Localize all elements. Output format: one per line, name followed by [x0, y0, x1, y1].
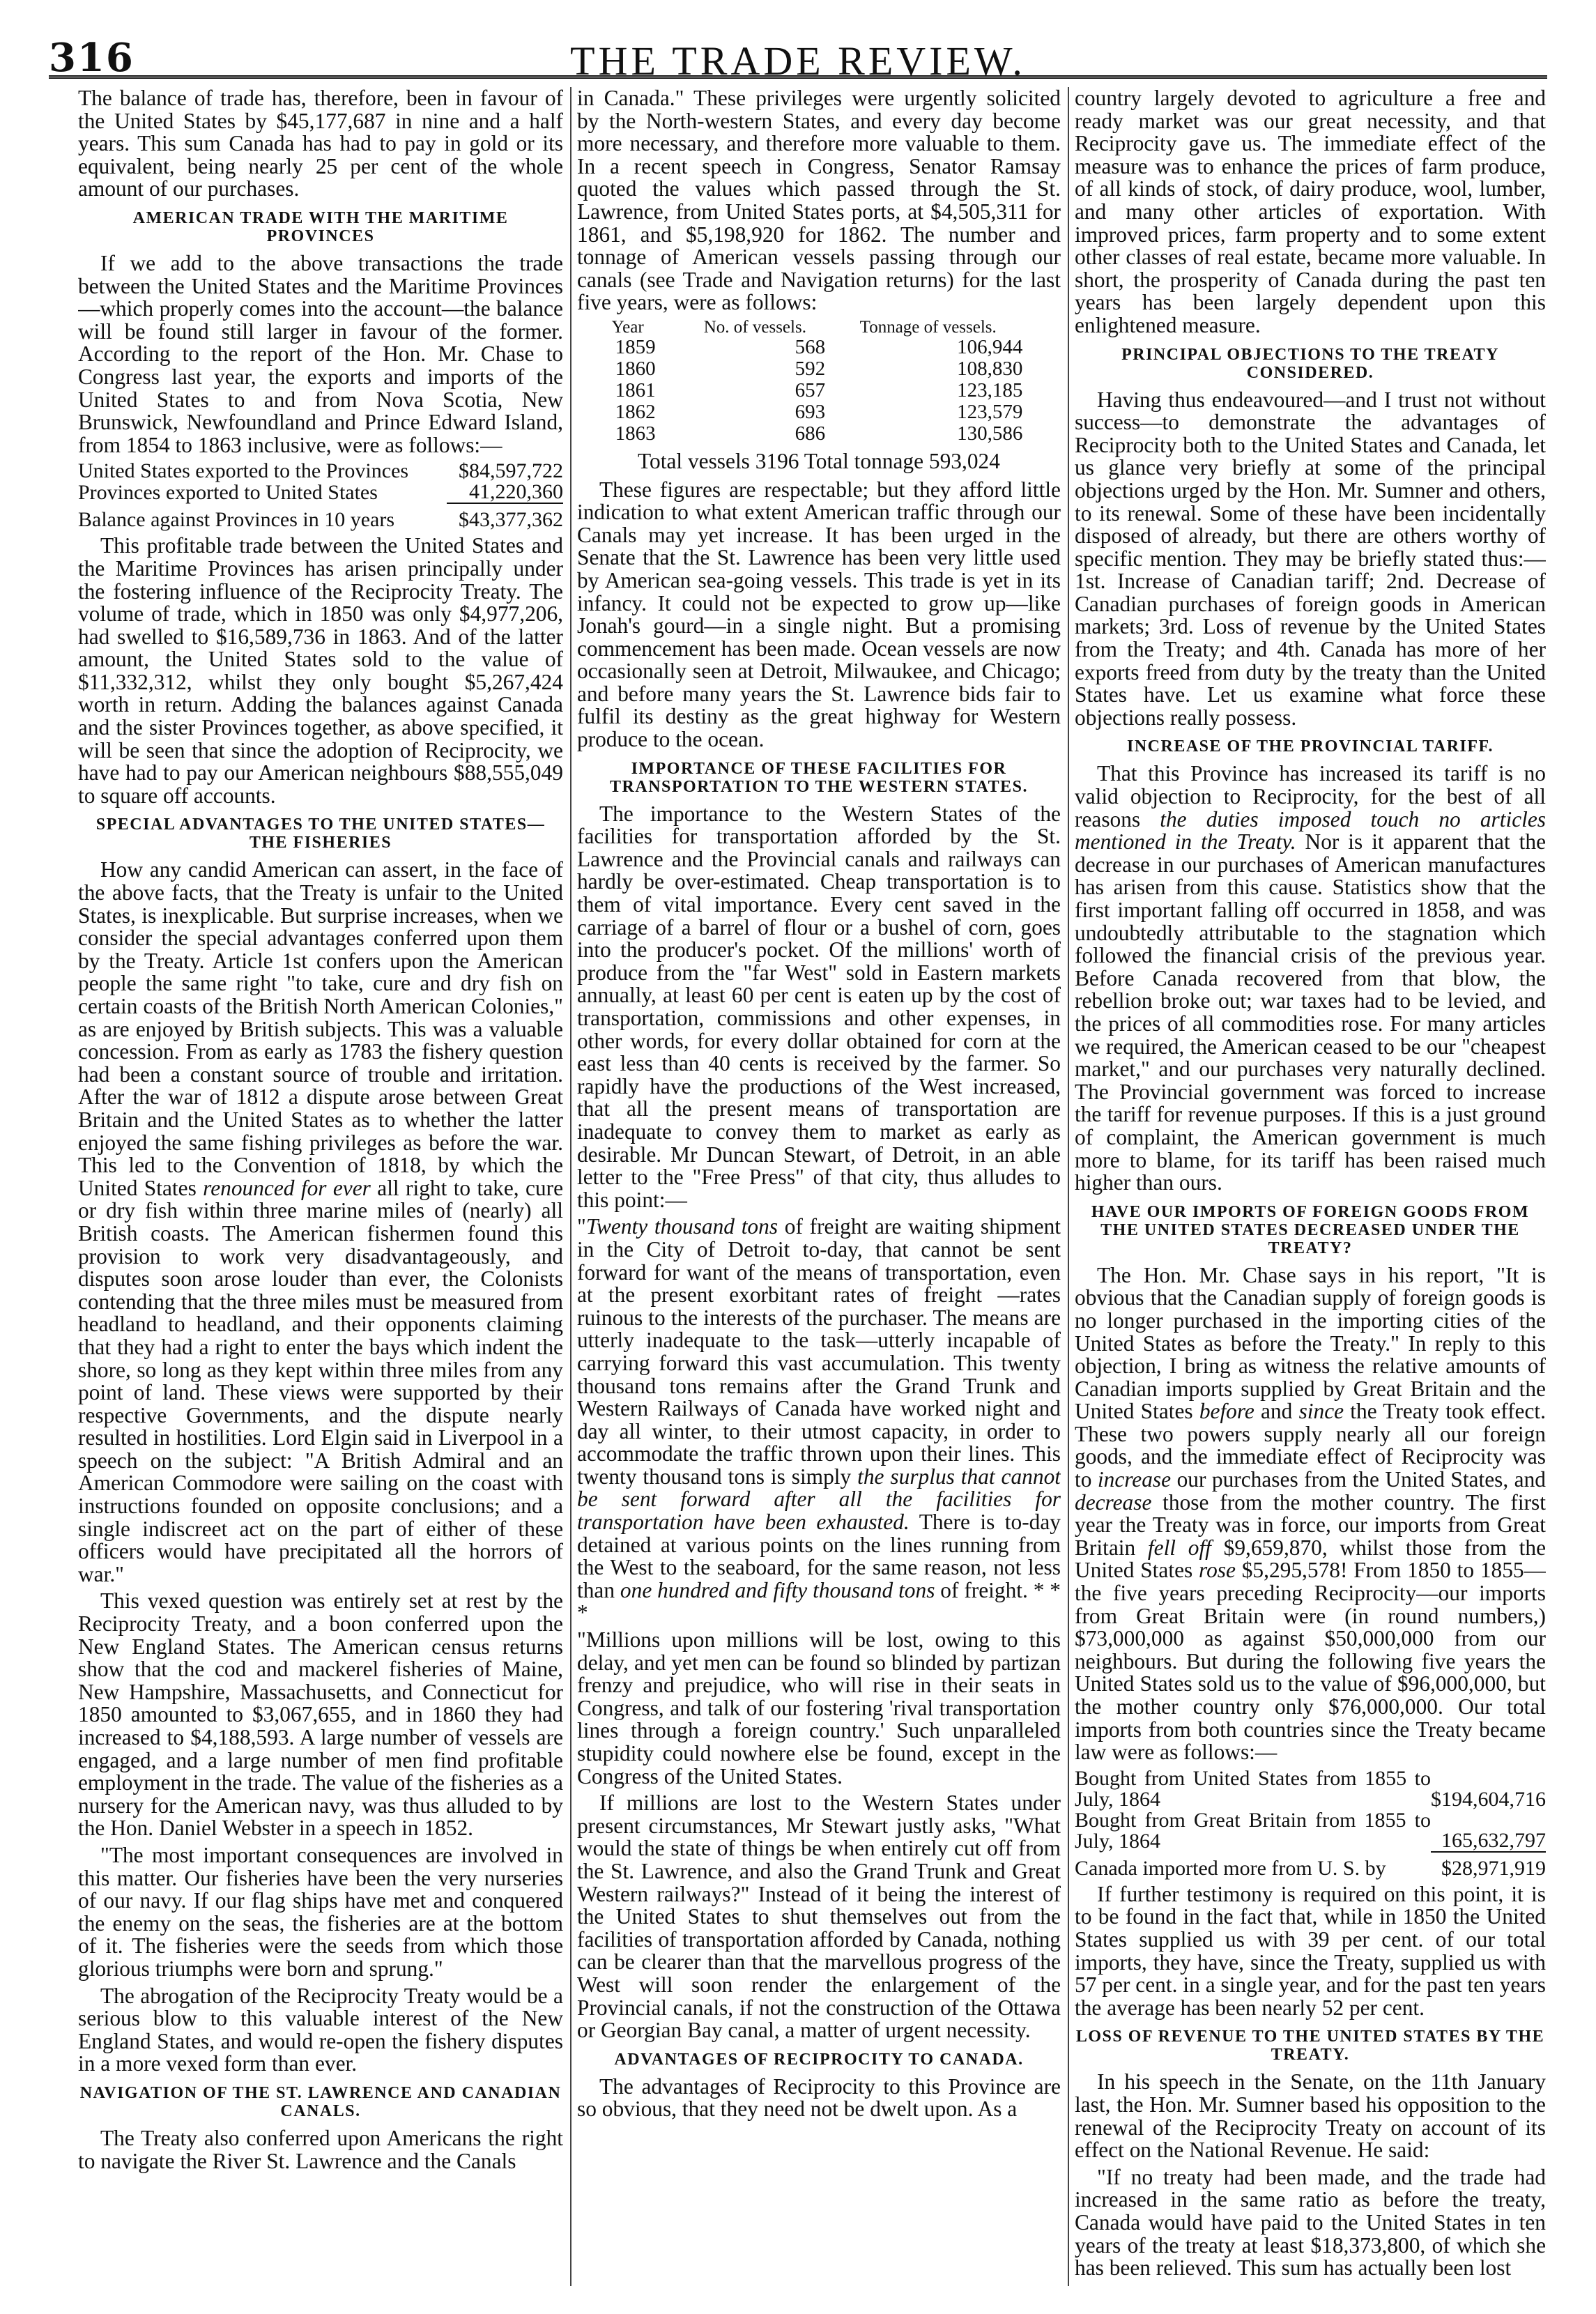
section-heading: SPECIAL ADVANTAGES TO THE UNITED STATES—THE FISHERIES — [95, 815, 546, 852]
section-heading: NAVIGATION OF THE ST. LAWRENCE AND CANADIAN CANALS. — [79, 2083, 562, 2120]
paragraph: How any candid American can assert, in the face of the above facts, that the Treaty is unfair to the United States, is inexplicable. But surprise increases, when we consider the special advantages conferred upon them by the Treaty. Article 1st confers upon the American people the same right "to take, cure and dry fish on certain coasts of the British North American Colonies," as are enjoyed by British subjects. This was a valuable concession. From as early as 1783 the fishery question had been a constant source of trouble and irritation. After the war of 1812 a dispute arose between Great Britain and the United States as to whether the latter enjoyed the same fishing privileges as before the war. This led to the Convention of 1818, by which the United States renounced for ever all right to take, cure or dry fish within three marine miles of (nearly) all British coasts. The American fishermen found this provision to work very disadvantageously, and disputes soon arose louder than ever, the Colonists contending that the three miles must be measured from headland to headland, and their opponents claiming that they had a right to enter the bays which indent the shore, so long as they kept within three miles from any point of land. These views were supported by their respective Governments, and the dispute nearly resulted in hostilities. Lord Elgin said in Liverpool in a speech on the subject: "A British Admiral and an American Commodore were sailing on the coast with instructions founded on opposite conclusions; and a single indiscreet act on the part of either of these officers would have precipitated all the horrors of war." — [78, 857, 563, 1586]
column-header: Year — [611, 317, 644, 337]
section-heading: LOSS OF REVENUE TO THE UNITED STATES BY THE TREATY. — [1075, 2028, 1545, 2064]
emphasis: the duties imposed touch no articles mentioned in the Treaty. — [1075, 806, 1546, 855]
table-cell: 686 — [795, 422, 826, 445]
table-row — [611, 358, 1027, 380]
table-cell: 1860 — [615, 357, 656, 380]
emphasis: one hundred and fifty thousand tons — [620, 1577, 935, 1602]
paragraph: The advantages of Reciprocity to this Province are so obvious, that they need not be dwelt upon. As a — [577, 2074, 1061, 2122]
table-row — [1075, 1810, 1546, 1852]
table-total-label: Canada imported more from U. S. by — [1075, 1856, 1386, 1880]
column-header: No. of vessels. — [703, 317, 806, 337]
table-label: Bought from United States from 1855 to July, 1864 — [1075, 1766, 1431, 1811]
paragraph: This vexed question was entirely set at rest by the Reciprocity Treaty, and a boon conferred upon the New England States. The American census returns show that the cod and mackerel fisheries of Maine, New Hampshire, Massachusetts, and Connecticut for 1850 amounted to $3,067,655, and in 1860 they had increased to $4,188,593. A large number of vessels are engaged, and a large number of men find profitable employment in the trade. The value of the fisheries as a nursery for the American navy, was thus alluded to by the Hon. Daniel Webster in a speech in 1852. — [78, 1588, 563, 1841]
paragraph: Having thus endeavoured—and I trust not without success—to demonstrate the advantages of Reciprocity both to the United States and Canada, let us glance very briefly at some of the principal objections urged by the Hon. Mr. Sumner and others, to its renewal. Some of these have been incidentally disposed of already, but there are others worthy of specific mention. They may be briefly stated thus:—1st. Increase of Canadian tariff; 2nd. Decrease of Canadian purchases of foreign goods in American markets; 3rd. Loss of revenue by the United States from the Treaty; and 4th. Canada has more of her exports freed from duty by the treaty than the United States have. Let us examine what force these objections really possess. — [1075, 387, 1546, 730]
quotation: "If no treaty had been made, and the trade had increased in the same ratio as before the treaty, Canada would have paid to the United States in ten years of the treaty at least $18,373,800, of which she has been relieved. This sum has actually been lost — [1075, 2164, 1546, 2281]
table-totals: Total vessels 3196 Total tonnage 593,024 — [638, 448, 1000, 473]
table-cell: 123,579 — [957, 400, 1023, 423]
journal-title: THE TRADE REVIEW. — [570, 38, 1026, 84]
emphasis: before — [1199, 1399, 1254, 1424]
table-row — [611, 401, 1027, 423]
table-cell: 1862 — [615, 400, 656, 423]
table-cell: 1859 — [615, 335, 656, 358]
table-total-row — [1075, 1852, 1546, 1879]
table-cell: 592 — [795, 357, 826, 380]
paragraph: If further testimony is required on this point, it is to be found in the fact that, while in 1850 the United States supplied us with 39 per cent. of our total imports, they have, since the Treaty, supplied us with 57 per cent. in a single year, and for the past ten years the average has been nearly 52 per cent. — [1075, 1881, 1546, 2020]
table-header-row — [611, 319, 1027, 337]
table-row — [78, 461, 563, 482]
section-heading: HAVE OUR IMPORTS OF FOREIGN GOODS FROM THE UNITED STATES DECREASED UNDER THE TREATY? — [1091, 1202, 1530, 1257]
paragraph: The balance of trade has, therefore, been in favour of the United States by $45,177,687 in nine and a half years. This sum Canada has had to pay in gold or its equivalent, being nearly 25 per cent of the whole amount of our purchases. — [78, 87, 563, 201]
table-row — [78, 482, 563, 503]
table-total-value: $28,971,919 — [1431, 1852, 1546, 1879]
table-cell: 123,185 — [957, 378, 1023, 401]
table-value: 41,220,360 — [469, 480, 563, 504]
table-cell: 1863 — [615, 422, 656, 445]
section-heading: ADVANTAGES OF RECIPROCITY TO CANADA. — [614, 2050, 1024, 2069]
emphasis: renounced for ever — [203, 1175, 371, 1200]
section-heading: IMPORTANCE OF THESE FACILITIES FOR TRANSPORTATION TO THE WESTERN STATES. — [610, 759, 1028, 796]
table-total-row — [78, 503, 563, 530]
emphasis: the surplus that cannot be sent forward after all the facilities for transportation have been exhausted. — [577, 1464, 1061, 1535]
table-cell: 693 — [795, 400, 826, 423]
quotation: "Twenty thousand tons of freight are waiting shipment in the City of Detroit to-day, that cannot be sent forward for want of the means of transportation, even at the present exorbitant rates of freight —rates ruinous to the interests of the purchaser. The means are utterly inadequate to the task—utterly incapable of carrying forward this vast accumulation. This twenty thousand tons remains after the Grand Trunk and Western Railways of Canada have worked night and day all winter, to their utmost capacity, in order to accommodate the traffic thrown upon their lines. This twenty thousand tons is simply the surplus that cannot be sent forward after all the facilities for transportation have been exhausted. There is to-day detained at various points on the lines running from the West to the seaboard, for the same reason, not less than one hundred and fifty thousand tons of freight. * * * — [577, 1214, 1061, 1625]
emphasis: since — [1298, 1399, 1344, 1424]
trade-table — [78, 461, 563, 530]
table-value: $194,604,716 — [1431, 1787, 1546, 1811]
paragraph: The importance to the Western States of the facilities for transportation afforded by the St. Lawrence and the Provincial canals and railways can hardly be over-estimated. Cheap transportation is to them of vital importance. Every cent saved in the carriage of a barrel of flour or a bushel of corn, goes into the producer's pocket. Of the millions' worth of produce from the "far West" sold in Eastern markets annually, at least 60 per cent is eaten up by the cost of transportation, commissions and other expenses, in other words, for every dollar obtained for corn at the east less than 40 cents is received by the farmer. So rapidly have the productions of the West increased, that all the present means of transportation are inadequate to convey them to market as early as desirable. Mr Duncan Stewart, of Detroit, in an able letter to the "Free Press" of that city, thus alludes to this point:— — [577, 801, 1061, 1212]
page-header — [49, 28, 1547, 91]
table-cell: 130,586 — [957, 422, 1023, 445]
table-row — [1075, 1768, 1546, 1810]
table-cell: 657 — [795, 378, 826, 401]
canal-vessels-table — [611, 319, 1027, 445]
table-label: United States exported to the Provinces — [78, 459, 409, 483]
table-total-label: Balance against Provinces in 10 years — [78, 508, 395, 532]
table-value: $84,597,722 — [459, 459, 563, 483]
table-total-value: $43,377,362 — [447, 503, 563, 530]
emphasis: fell off — [1147, 1535, 1211, 1560]
emphasis: Twenty thousand tons — [585, 1214, 778, 1239]
table-row — [611, 423, 1027, 445]
section-heading: PRINCIPAL OBJECTIONS TO THE TREATY CONSIDERED. — [1121, 345, 1499, 382]
table-row — [611, 337, 1027, 358]
imports-table — [1075, 1768, 1546, 1879]
emphasis: decrease — [1075, 1489, 1152, 1515]
paragraph: That this Province has increased its tariff is no valid objection to Reciprocity, for the best of all reasons the duties imposed touch no articles mentioned in the Treaty. Nor is it apparent that the decrease in our purchases of American manufactures has arisen from this cause. Statistics show that the first important falling off occurred in 1858, and was undoubtedly attributable to the stagnation which followed the financial crisis of the previous year. Before Canada recovered from that blow, the rebellion broke out; war taxes had to be levied, and the prices of all commodities rose. For many articles we required, the American ceased to be our "cheapest market," and our purchases very naturally declined. The Provincial government was forced to increase the tariff for revenue purposes. If this is a just ground of complaint, the American government is much more to blame, for its tariff has been raised much higher than ours. — [1075, 761, 1546, 1195]
paragraph: The Hon. Mr. Chase says in his report, "It is obvious that the Canadian supply of foreign goods is no longer purchased in the importing cities of the United States as before the Treaty." In reply to this objection, I bring as witness the relative amounts of Canadian imports supplied by Great Britain and the United States before and since the Treaty took effect. These two powers supply nearly all our foreign goods, and the immediate effect of Reciprocity was to increase our purchases from the United States, and decrease those from the mother country. The first year the Treaty was in force, our imports from Great Britain fell off $9,659,870, whilst those from the United States rose $5,295,578! From 1850 to 1855—the five years preceding Reciprocity—our imports from Great Britain were (in round numbers,) $73,000,000 as against $50,000,000 from our neighbours. But during the following five years the United States sold us to the value of $96,000,000, but the mother country only $76,000,000. Our total imports from both countries since the Treaty became law were as follows:— — [1075, 1262, 1546, 1765]
paragraph: The Treaty also conferred upon Americans the right to navigate the River St. Lawrence and the Canals — [78, 2125, 563, 2173]
emphasis: rose — [1199, 1558, 1236, 1583]
block-quote — [577, 1216, 1061, 1788]
paragraph: In his speech in the Senate, on the 11th January last, the Hon. Mr. Sumner based his opposition to the renewal of the Reciprocity Treaty on account of its effect on the National Revenue. He said: — [1075, 2069, 1546, 2163]
paragraph: If millions are lost to the Western States under present circumstances, Mr Stewart justly asks, "What would the state of things be when entirely cut off from the St. Lawrence, and also the Grand Trunk and Great Western railways?" Instead of it being the interest of the United States to shut themselves out from the facilities of transportation afforded by Canada, nothing can be clearer than that the marvellous progress of the West will soon render the enlargement of the Provincial canals, if not the construction of the Ottawa or Georgian Bay canal, a matter of urgent necessity. — [577, 1791, 1061, 2043]
section-heading: INCREASE OF THE PROVINCIAL TARIFF. — [1127, 737, 1494, 756]
table-cell: 108,830 — [957, 357, 1023, 380]
column-header: Tonnage of vessels. — [859, 317, 997, 337]
table-label: Provinces exported to United States — [78, 481, 378, 505]
paragraph: in Canada." These privileges were urgently solicited by the North-western States, and every day become more necessary, and therefore more valuable to them. In a recent speech in Congress, Senator Ramsay quoted the values which passed through the St. Lawrence, from United States ports, at $4,505,311 for 1861, and $5,198,920 for 1862. The number and tonnage of American vessels passing through our canals (see Trade and Navigation returns) for the last five years, were as follows: — [577, 87, 1061, 315]
emphasis: increase — [1097, 1467, 1172, 1492]
table-cell: 106,944 — [957, 335, 1023, 358]
section-heading: AMERICAN TRADE WITH THE MARITIME PROVINCES — [132, 208, 509, 245]
table-cell: 568 — [795, 335, 826, 358]
paragraph: country largely devoted to agriculture a free and ready market was our great necessity, and that Reciprocity gave us. The immediate effect of the measure was to enhance the prices of farm produce, of all kinds of stock, of dairy produce, wool, lumber, and many other articles of exportation. With improved prices, farm property and to some extent other classes of real estate, became more valuable. In short, the prosperity of Canada during the past ten years has been largely dependent upon this enlightened measure. — [1075, 87, 1546, 337]
quotation: "The most important consequences are involved in this matter. Our fisheries have been the very nurseries of our navy. If our flag ships have met and conquered the enemy on the seas, the fisheries are at the bottom of it. The fisheries were the seeds from which those glorious triumphs were born and sprung." — [78, 1842, 563, 1981]
paragraph: These figures are respectable; but they afford little indication to what extent American traffic through our Canals may yet increase. It has been urged in the Senate that the St. Lawrence has been very little used by American sea-going vessels. This trade is yet in its infancy. It could not be expected to grow up—like Jonah's gourd—in a single night. But a promising commencement has been made. Ocean vessels are now occasionally seen at Detroit, Milwaukee, and Chicago; and before many years the St. Lawrence bids fair to fulfil its destiny as the great highway for Western produce to the ocean. — [577, 477, 1061, 752]
column-divider — [570, 87, 571, 2286]
header-rule — [49, 75, 1547, 79]
table-value: 165,632,797 — [1441, 1828, 1546, 1852]
column-right — [1075, 87, 1546, 2286]
paragraph: The abrogation of the Reciprocity Treaty would be a serious blow to this valuable interest of the New England States, and would re-open the fishery disputes in a more vexed form than ever. — [78, 1983, 563, 2076]
paragraph: If we add to the above transactions the trade between the United States and the Maritime Provinces—which properly comes into the account—the balance will be found still larger in favour of the former. According to the report of the Hon. Mr. Chase to Congress last year, the exports and imports of the United States to and from Nova Scotia, New Brunswick, Newfoundland and Prince Edward Island, from 1854 to 1863 inclusive, were as follows:— — [78, 250, 563, 457]
quotation: "Millions upon millions will be lost, owing to this delay, and yet men can be found so blinded by partizan frenzy and prejudice, who will rise in their seats in Congress, and talk of our fostering 'rival transportation lines through a foreign country.' Such unparalleled stupidity could nowhere else be found, except in the Congress of the United States. — [577, 1627, 1061, 1788]
page-number: 316 — [49, 35, 135, 81]
paragraph: This profitable trade between the United States and the Maritime Provinces has arisen principally under the fostering influence of the Reciprocity Treaty. The volume of trade, which in 1850 was only $4,977,206, had swelled to $16,589,736 in 1863. And of the latter amount, the United States sold to the value of $11,332,312, whilst they only bought $5,267,424 worth in return. Adding the balances against Canada and the sister Provinces together, as above specified, it will be seen that since the adoption of Reciprocity, we have had to pay our American neighbours $88,555,049 to square off accounts. — [78, 533, 563, 808]
column-divider — [1068, 87, 1069, 2286]
column-middle — [577, 87, 1061, 2286]
table-label: Bought from Great Britain from 1855 to July, 1864 — [1075, 1808, 1431, 1853]
table-cell: 1861 — [615, 378, 656, 401]
column-left — [78, 87, 563, 2286]
table-row — [611, 380, 1027, 401]
